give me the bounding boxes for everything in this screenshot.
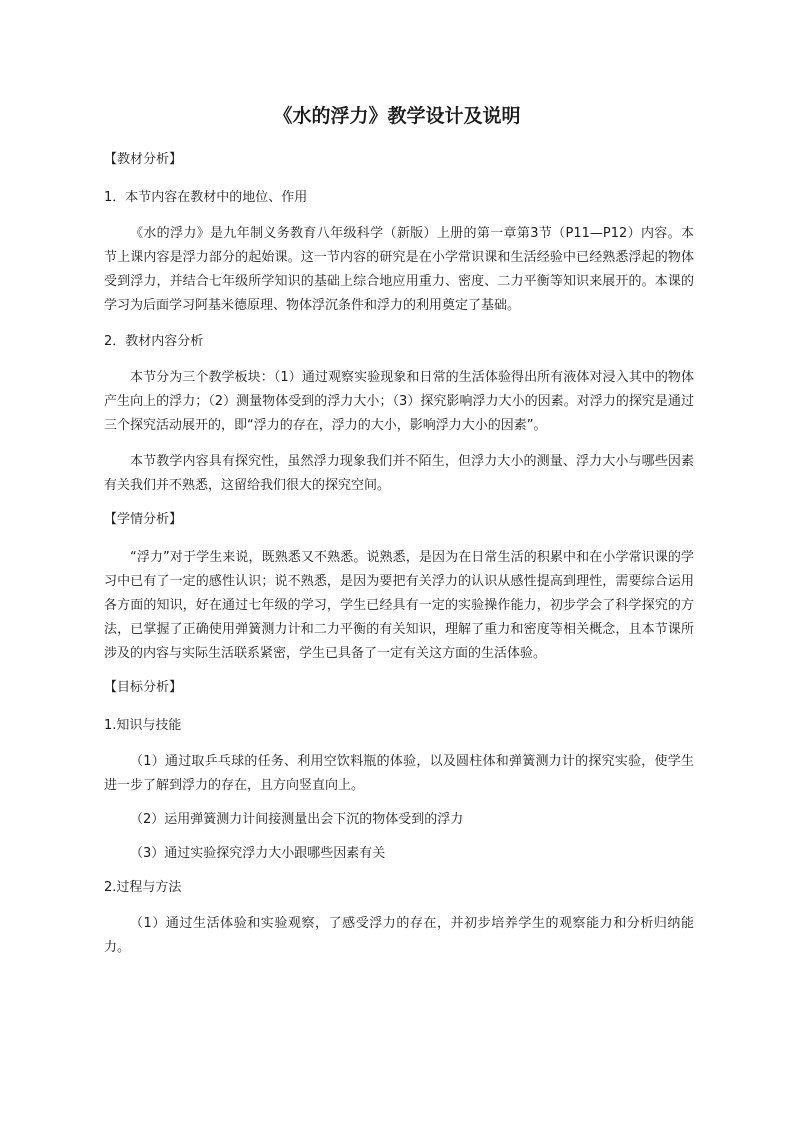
document-title: 《水的浮力》教学设计及说明 <box>273 105 521 127</box>
subheading-position-role: 1．本节内容在教材中的地位、作用 <box>104 190 308 205</box>
paragraph-content-analysis-1: 本节分为三个教学板块：（1）通过观察实验现象和日常的生活体验得出所有液体对浸入其中的物体产生向上的浮力；（2）测量物体受到的浮力大小；（3）探究影响浮力大小的因素。对浮力的探究是通过三个探究活动展开的，即“浮力的存在，浮力的大小，影响浮力大小的因素”。 <box>104 370 694 433</box>
paragraph-position-role: 《水的浮力》是九年制义务教育八年级科学（新版）上册的第一章第3节（P11—P12）内容。本节上课内容是浮力部分的起始课。这一节内容的研究是在小学常识课和生活经验中已经熟悉浮起的物体受到浮力，并结合七年级所学知识的基础上综合地应用重力、密度、二力平衡等知识来展开的。本课的学习为后面学习阿基米德原理、物体浮沉条件和浮力的利用奠定了基础。 <box>104 226 694 313</box>
paragraph-student-analysis: “浮力”对于学生来说，既熟悉又不熟悉。说熟悉，是因为在日常生活的积累中和在小学常识课的学习中已有了一定的感性认识；说不熟悉，是因为要把有关浮力的认识从感性提高到理性，需要综合运用各方面的知识，好在通过七年级的学习，学生已经具有一定的实验操作能力，初步学会了科学探究的方法，已掌握了正确使用弹簧测力计和二力平衡的有关知识，理解了重力和密度等相关概念，且本节课所涉及的内容与实际生活联系紧密，学生已具备了一定有关这方面的生活体验。 <box>104 550 694 661</box>
subheading-process-methods: 2.过程与方法 <box>104 880 182 895</box>
paragraph-content-analysis-2: 本节教学内容具有探究性，虽然浮力现象我们并不陌生，但浮力大小的测量、浮力大小与哪些因素有关我们并不熟悉，这留给我们很大的探究空间。 <box>104 454 694 493</box>
subheading-content-analysis: 2．教材内容分析 <box>104 334 204 349</box>
document-body <box>104 150 694 970</box>
list-item-knowledge-3: （3）通过实验探究浮力大小跟哪些因素有关 <box>130 846 386 861</box>
subheading-knowledge-skills: 1.知识与技能 <box>104 718 182 733</box>
list-item-knowledge-2: （2）运用弹簧测力计间接测量出会下沉的物体受到的浮力 <box>130 812 464 827</box>
list-item-process-1: （1）通过生活体验和实验观察，了感受浮力的存在，并初步培养学生的观察能力和分析归纳能力。 <box>104 916 694 955</box>
list-item-knowledge-1: （1）通过取乒乓球的任务、利用空饮料瓶的体验，以及圆柱体和弹簧测力计的探究实验，使学生进一步了解到浮力的存在，且方向竖直向上。 <box>104 754 694 793</box>
section-heading-goal-analysis: 【目标分析】 <box>104 680 183 695</box>
section-heading-textbook-analysis: 【教材分析】 <box>104 152 183 167</box>
section-heading-student-analysis: 【学情分析】 <box>104 512 183 527</box>
